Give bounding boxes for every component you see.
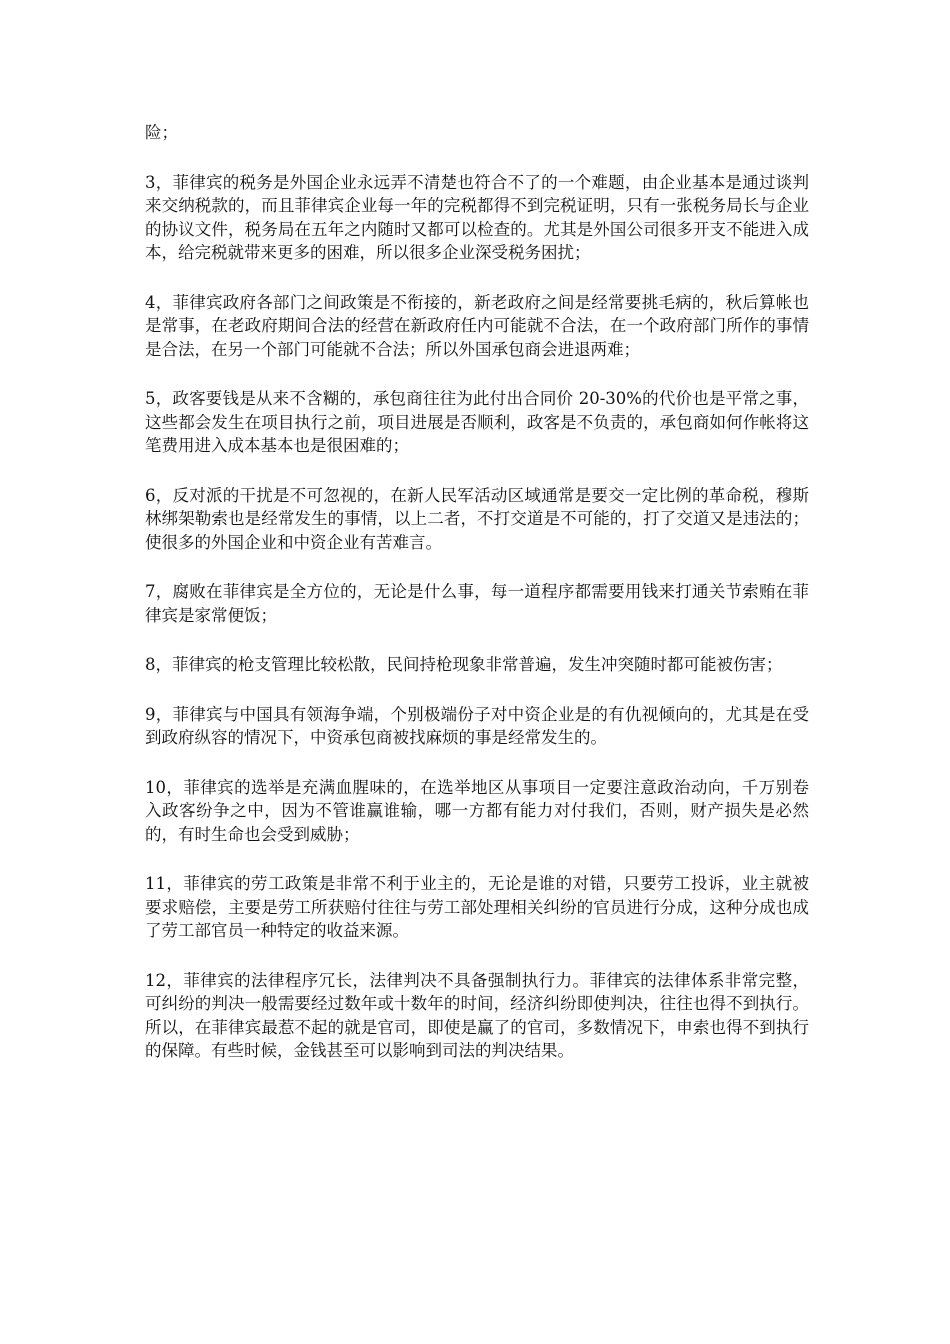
document-body: [145, 121, 809, 1089]
paragraph-item-4: 4，菲律宾政府各部门之间政策是不衔接的，新老政府之间是经常要挑毛病的，秋后算帐也是常事，在老政府期间合法的经营在新政府任内可能就不合法，在一个政府部门所作的事情是合法，在另一个部门可能就不合法；所以外国承包商会进退两难；: [145, 292, 809, 359]
paragraph-continuation: 险；: [145, 123, 178, 142]
paragraph-item-12: 12，菲律宾的法律程序冗长，法律判决不具备强制执行力。菲律宾的法律体系非常完整，可纠纷的判决一般需要经过数年或十数年的时间，经济纠纷即使判决，往往也得不到执行。所以，在菲律宾最惹不起的就是官司，即使是赢了的官司，多数情况下，申索也得不到执行的保障。有些时候，金钱甚至可以影响到司法的判决结果。: [145, 970, 809, 1060]
paragraph-item-5: 5，政客要钱是从来不含糊的，承包商往往为此付出合同价 20-30%的代价也是平常之事，这些都会发生在项目执行之前，项目进展是否顺利，政客是不负责的，承包商如何作帐将这笔费用进入成本基本也是很困难的；: [145, 389, 809, 455]
paragraph-item-6: 6，反对派的干扰是不可忽视的，在新人民军活动区域通常是要交一定比例的革命税，穆斯林绑架勒索也是经常发生的事情，以上二者，不打交道是不可能的，打了交道又是违法的；使很多的外国企业和中资企业有苦难言。: [145, 485, 809, 552]
paragraph-item-11: 11，菲律宾的劳工政策是非常不利于业主的，无论是谁的对错，只要劳工投诉，业主就被要求赔偿，主要是劳工所获赔付往往与劳工部处理相关纠纷的官员进行分成，这种分成也成了劳工部官员一种特定的收益来源。: [145, 874, 809, 940]
paragraph-item-8: 8，菲律宾的枪支管理比较松散，民间持枪现象非常普遍，发生冲突随时都可能被伤害；: [145, 655, 783, 674]
paragraph-item-9: 9，菲律宾与中国具有领海争端，个别极端份子对中资企业是的有仇视倾向的，尤其是在受到政府纵容的情况下，中资承包商被找麻烦的事是经常发生的。: [145, 704, 809, 747]
paragraph-item-7: 7，腐败在菲律宾是全方位的，无论是什么事，每一道程序都需要用钱来打通关节索贿在菲律宾是家常便饭；: [145, 582, 809, 625]
paragraph-item-10: 10，菲律宾的选举是充满血腥味的，在选举地区从事项目一定要注意政治动向，千万别卷入政客纷争之中，因为不管谁赢谁输，哪一方都有能力对付我们，否则，财产损失是必然的，有时生命也会受到威胁；: [145, 777, 809, 844]
paragraph-item-3: 3，菲律宾的税务是外国企业永远弄不清楚也符合不了的一个难题，由企业基本是通过谈判来交纳税款的，而且菲律宾企业每一年的完税都得不到完税证明，只有一张税务局长与企业的协议文件，税务局在五年之内随时又都可以检查的。尤其是外国公司很多开支不能进入成本，给完税就带来更多的困难，所以很多企业深受税务困扰；: [145, 172, 809, 262]
